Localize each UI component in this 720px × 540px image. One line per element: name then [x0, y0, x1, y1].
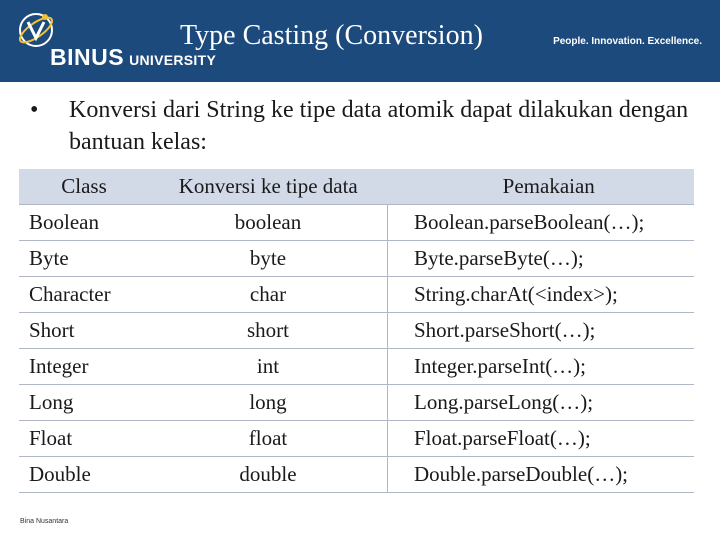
cell-type: byte — [149, 241, 388, 277]
bullet-dot-icon: • — [30, 97, 39, 123]
table-row — [19, 385, 694, 421]
cell-usage: String.charAt(<index>); — [414, 282, 618, 306]
cell-class: Integer — [29, 354, 89, 378]
cell-type: double — [149, 457, 388, 493]
table-row — [19, 457, 694, 493]
cell-type: boolean — [149, 205, 388, 241]
tagline: People. Innovation. Excellence. — [553, 36, 702, 47]
table-row — [19, 421, 694, 457]
table-row — [19, 277, 694, 313]
table-row — [19, 205, 694, 241]
cell-usage: Long.parseLong(…); — [414, 390, 594, 414]
bullet-point — [30, 94, 690, 158]
conversion-table-container — [19, 169, 694, 493]
table-row — [19, 241, 694, 277]
cell-class: Byte — [29, 246, 69, 270]
logo-sub: UNIVERSITY — [129, 52, 217, 68]
cell-class: Boolean — [29, 210, 99, 234]
table-row — [19, 313, 694, 349]
table-row — [19, 349, 694, 385]
cell-class: Float — [29, 426, 73, 450]
header-class: Class — [19, 169, 149, 205]
footer-text: Bina Nusantara — [20, 518, 69, 525]
cell-usage: Byte.parseByte(…); — [414, 246, 584, 270]
cell-usage: Float.parseFloat(…); — [414, 426, 591, 450]
cell-class: Short — [29, 318, 75, 342]
header-type: Konversi ke tipe data — [149, 169, 388, 205]
slide-title: Type Casting (Conversion) — [180, 20, 483, 51]
cell-type: char — [149, 277, 388, 313]
cell-usage: Short.parseShort(…); — [414, 318, 596, 342]
cell-usage: Double.parseDouble(…); — [414, 462, 629, 486]
conversion-table — [19, 169, 694, 493]
slide-header — [0, 0, 720, 82]
cell-class: Character — [29, 282, 111, 306]
logo-main: BINUS — [50, 44, 125, 70]
cell-class: Long — [29, 390, 74, 414]
table-header-row — [19, 169, 694, 205]
cell-usage: Boolean.parseBoolean(…); — [414, 210, 645, 234]
cell-usage: Integer.parseInt(…); — [414, 354, 587, 378]
cell-type: short — [149, 313, 388, 349]
header-usage: Pemakaian — [388, 169, 695, 205]
bullet-text: Konversi dari String ke tipe data atomik dapat dilakukan dengan bantuan kelas: — [69, 97, 689, 155]
cell-type: float — [149, 421, 388, 457]
cell-type: long — [149, 385, 388, 421]
cell-class: Double — [29, 462, 91, 486]
cell-type: int — [149, 349, 388, 385]
